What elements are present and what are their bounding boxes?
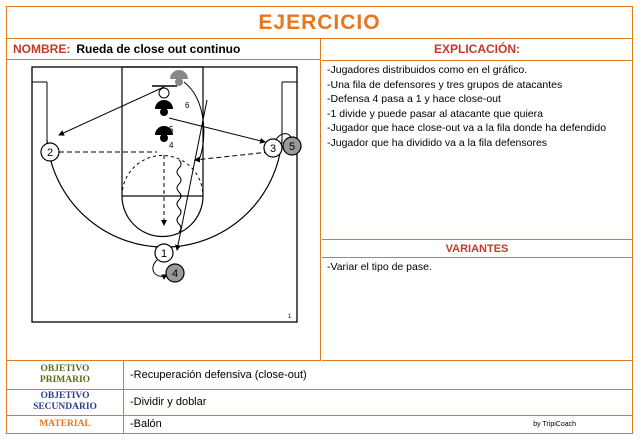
defender-label-5: 5 bbox=[169, 125, 174, 134]
explanation-line: -Una fila de defensores y tres grupos de atacantes bbox=[327, 78, 563, 91]
player-5 bbox=[283, 137, 301, 155]
explanation-line: -Jugador que ha dividido va a la fila defensores bbox=[327, 136, 548, 149]
player-3 bbox=[264, 139, 282, 157]
page-title: EJERCICIO bbox=[258, 10, 381, 34]
primary-objective-label: OBJETIVO PRIMARIO bbox=[7, 361, 124, 389]
primary-objective-value: -Recuperación defensiva (close-out) bbox=[130, 369, 307, 381]
explanation-line: -Defensa 4 pasa a 1 y hace close-out bbox=[327, 93, 501, 105]
variants-text: -Variar el tipo de pase. bbox=[322, 257, 632, 361]
player-label-2: 2 bbox=[46, 147, 54, 159]
material-label: MATERIAL bbox=[7, 415, 124, 433]
explanation-line: -Jugador que hace close-out va a la fila donde ha defendido bbox=[327, 122, 607, 134]
defender-label-6: 6 bbox=[185, 101, 190, 110]
explanation-text bbox=[322, 60, 632, 240]
variants-heading: VARIANTES bbox=[322, 240, 632, 258]
name-label: NOMBRE: bbox=[13, 41, 71, 56]
player-2 bbox=[41, 143, 59, 161]
explanation-line: -1 divide y puede pasar al atacante que quiera bbox=[327, 107, 543, 120]
defender-5 bbox=[155, 100, 173, 116]
secondary-objective-value: -Dividir y doblar bbox=[130, 396, 207, 408]
author-credit: by TripiCoach bbox=[533, 420, 576, 428]
material-value: -Balón bbox=[130, 418, 162, 430]
explanation-heading: EXPLICACIÓN: bbox=[322, 38, 632, 61]
court-diagram-cell bbox=[7, 60, 321, 361]
exercise-sheet bbox=[6, 6, 633, 434]
corner-mark: 1 bbox=[288, 314, 292, 320]
player-label-4: 4 bbox=[171, 268, 179, 280]
player-4 bbox=[166, 264, 184, 282]
name-value: Rueda de close out continuo bbox=[76, 41, 241, 56]
player-label-5: 5 bbox=[288, 141, 296, 153]
title-bar bbox=[7, 7, 632, 39]
primary-objective-row bbox=[7, 361, 632, 390]
exercise-name-row bbox=[7, 38, 321, 60]
explanation-line: -Jugadores distribuidos como en el gráfico. bbox=[327, 64, 528, 76]
material-row bbox=[7, 415, 632, 433]
player-1 bbox=[155, 244, 173, 262]
material-value-cell bbox=[124, 415, 632, 433]
player-label-1: 1 bbox=[160, 248, 168, 260]
player-label-3: 3 bbox=[269, 143, 277, 155]
secondary-objective-row bbox=[7, 389, 632, 416]
secondary-objective-label: OBJETIVO SECUNDARIO bbox=[7, 389, 124, 415]
defender-label-4: 4 bbox=[169, 141, 174, 150]
court-diagram bbox=[7, 60, 321, 361]
